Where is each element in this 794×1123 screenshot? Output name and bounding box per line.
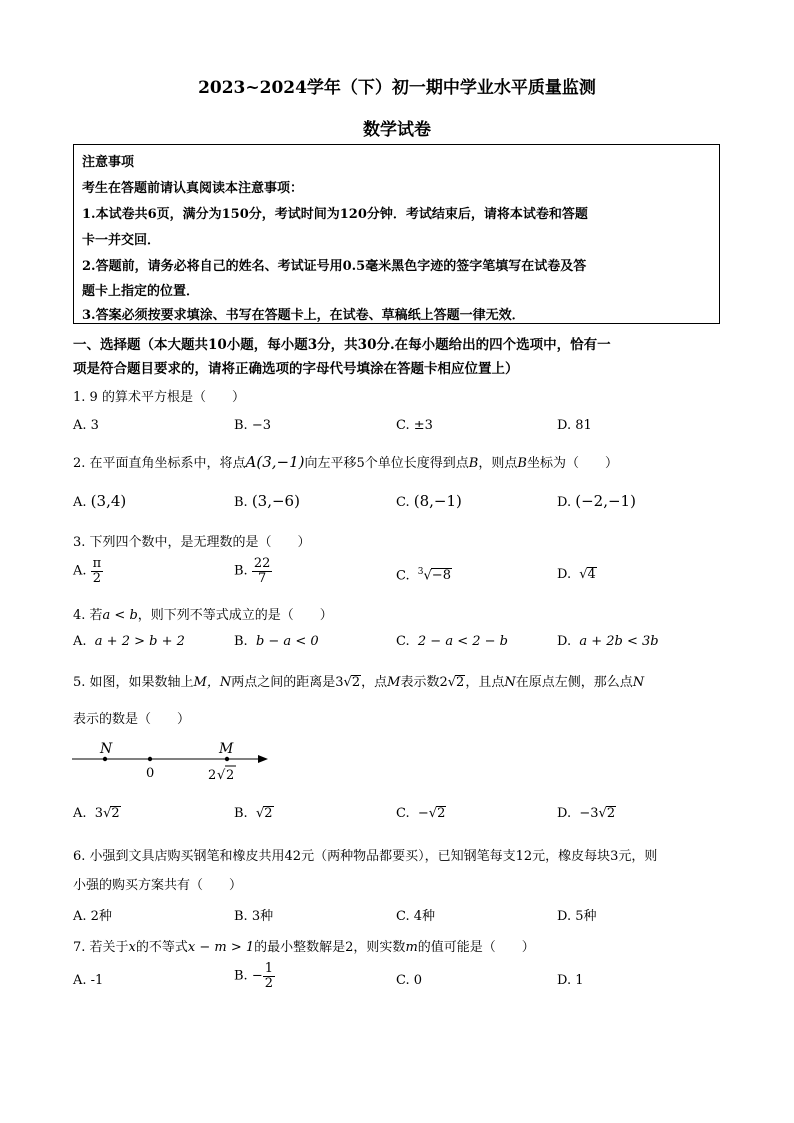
option-value: a + 2b < 3b [579, 634, 659, 649]
option-label: B. [234, 495, 248, 510]
question-6-stem-cont: 小强的购买方案共有（ ） [73, 878, 243, 893]
notice-item: 3.答案必须按要求填涂、书写在答题卡上，在试卷、草稿纸上答题一律无效． [82, 308, 525, 323]
q3-option-b [234, 557, 272, 585]
question-6-stem: 6. 小强到文具店购买钢笔和橡皮共用42元（两种物品都要买），已知钢笔每支12元，橡皮每块3元，则 [73, 849, 658, 864]
fraction [91, 557, 104, 585]
option-value: 2 − a < 2 − b [417, 634, 508, 649]
notice-item: 1.本试卷共6页，满分为150分，考试时间为120分钟．考试结束后，请将本试卷和答题 [82, 207, 588, 222]
question-1-stem: 1. 9 的算术平方根是（ ） [73, 390, 245, 405]
sign: − [251, 968, 263, 984]
q5-option-c [396, 806, 446, 821]
option-value: (−2,−1) [575, 492, 636, 510]
origin-dot [148, 757, 152, 761]
radical-sign: √ [217, 768, 226, 783]
q5-points: M，N [193, 675, 232, 690]
q3-option-a [73, 557, 103, 585]
q4-text: 4. 若 [73, 608, 103, 623]
q1-option-b: B. −3 [234, 418, 271, 433]
numerator: π [92, 556, 102, 571]
q5-text: ，点 [361, 675, 388, 690]
q7-text: 的最小整数解是2，则实数 [254, 940, 406, 955]
denominator: 2 [92, 570, 102, 586]
point-n-dot [103, 757, 107, 761]
option-value: a + 2 > b + 2 [94, 634, 185, 649]
q4-condition: a < b [102, 608, 138, 623]
notice-intro: 考生在答题前请认真阅读本注意事项： [82, 181, 304, 196]
q4-text: ，则下列不等式成立的是（ ） [137, 608, 333, 623]
q7-option-a: A. -1 [73, 973, 104, 988]
radicand: 2 [456, 675, 465, 690]
sign: − [417, 806, 429, 821]
q5-text: 两点之间的距离是 [231, 675, 336, 690]
option-label: C. [396, 495, 410, 510]
q7-option-b [234, 962, 275, 990]
q1-option-a: A. 3 [73, 418, 99, 433]
option-value: (8,−1) [413, 492, 462, 510]
q5-text: 在原点左侧，那么点 [515, 675, 633, 690]
axis-label-n: N [100, 741, 113, 757]
option-value: (3,−6) [251, 492, 300, 510]
radical-sign: √ [343, 675, 352, 690]
q5-point-n: N [632, 675, 645, 690]
question-7-stem [73, 936, 535, 955]
option-value: (3,4) [90, 492, 127, 510]
numerator: 22 [253, 556, 271, 571]
option-label: A. [73, 495, 87, 510]
coefficient: 3 [335, 675, 344, 690]
option-label: B. [234, 968, 248, 984]
radicand: 4 [587, 567, 596, 582]
q5-option-b [234, 806, 274, 821]
question-5-stem [73, 671, 644, 690]
denominator: 7 [257, 570, 267, 586]
q2-text: 向左平移5个单位长度得到点 [304, 456, 469, 471]
axis-label-zero: 0 [146, 766, 155, 781]
q2-point-a: A(3,−1) [245, 453, 305, 471]
q2-text: 2. 在平面直角坐标系中，将点 [73, 456, 246, 471]
option-label: C. [396, 806, 410, 821]
option-label: D. [557, 567, 572, 582]
radical-sign: √ [447, 675, 457, 690]
option-label: D. [557, 634, 572, 649]
q1-option-d: D. 81 [557, 418, 592, 433]
coefficient: 3 [94, 806, 104, 821]
radicand: 2 [351, 675, 361, 690]
q7-inequality: x − m > 1 [187, 940, 255, 955]
option-label: A. [73, 634, 87, 649]
q4-option-d [557, 634, 659, 649]
q6-option-a: A. 2种 [73, 909, 112, 924]
q2-option-b [234, 492, 300, 510]
q7-text: 7. 若关于 [73, 940, 129, 955]
q6-option-b: B. 3种 [234, 909, 274, 924]
exam-subtitle: 数学试卷 [363, 120, 431, 140]
q2-option-a [73, 492, 126, 510]
notice-item: 题卡上指定的位置． [82, 284, 200, 299]
question-3-stem: 3. 下列四个数中，是无理数的是（ ） [73, 535, 311, 550]
axis-m-radicand: 2 [226, 768, 235, 783]
question-4-stem [73, 604, 333, 623]
root-index: 3 [417, 567, 424, 577]
radical-sign: √ [255, 806, 265, 821]
radicand: 2 [264, 806, 273, 821]
q1-option-c: C. ±3 [396, 418, 433, 433]
radical-sign: √ [428, 806, 438, 821]
q2-text: 坐标为（ ） [526, 456, 618, 471]
option-value: b − a < 0 [255, 634, 319, 649]
option-label: A. [73, 806, 87, 821]
axis-arrow [258, 755, 268, 763]
q2-option-c [396, 492, 462, 510]
radical-sign: √ [103, 806, 112, 821]
radicand: 2 [111, 806, 120, 821]
q3-option-c [396, 567, 452, 584]
option-label: A. [73, 563, 87, 579]
q4-option-b [234, 634, 319, 649]
number-line-figure [68, 735, 278, 785]
q7-option-d: D. 1 [557, 973, 584, 988]
q2-point-b: B [468, 456, 479, 471]
q5-point-m: M [387, 675, 401, 690]
question-2-stem [73, 452, 618, 471]
notice-item: 2.答题前，请务必将自己的姓名、考试证号用0.5毫米黑色字迹的签字笔填写在试卷及答 [82, 259, 587, 274]
exam-title: 2023~2024学年（下）初一期中学业水平质量监测 [198, 78, 596, 98]
numerator: 1 [264, 961, 274, 976]
option-label: B. [234, 634, 248, 649]
denominator: 2 [264, 975, 274, 991]
q2-text: ，则点 [478, 456, 518, 471]
option-label: D. [557, 495, 572, 510]
option-label: D. [557, 806, 572, 821]
radical-sign: √ [598, 806, 607, 821]
q5-text: ，且点 [465, 675, 505, 690]
section-heading-cont: 项是符合题目要求的，请将正确选项的字母代号填涂在答题卡相应位置上） [73, 361, 519, 377]
q5-text: 表示数 [400, 675, 440, 690]
radicand: 2 [437, 806, 446, 821]
axis-label-m: M [219, 741, 234, 757]
option-label: B. [234, 563, 248, 579]
q2-option-d [557, 492, 636, 510]
q7-text: 的值可能是（ ） [417, 940, 535, 955]
q5-point-n: N [504, 675, 516, 690]
question-5-stem-cont: 表示的数是（ ） [73, 712, 191, 727]
q7-variable: x [128, 940, 136, 955]
coefficient: 2 [439, 675, 448, 690]
notice-box [73, 144, 720, 324]
q5-option-d [557, 806, 616, 821]
q7-variable: m [405, 940, 418, 955]
notice-item: 卡一并交回． [82, 233, 161, 248]
q7-option-c: C. 0 [396, 973, 423, 988]
radical-sign: √ [579, 567, 588, 582]
fraction [263, 962, 275, 990]
q4-option-c [396, 634, 508, 649]
q2-point-b: B [517, 456, 527, 471]
q6-option-c: C. 4种 [396, 909, 436, 924]
option-label: C. [396, 634, 410, 649]
radicand: −8 [431, 568, 451, 584]
q4-option-a [73, 634, 185, 649]
radicand: 2 [606, 806, 616, 821]
coefficient: −3 [579, 806, 599, 821]
q7-text: 的不等式 [135, 940, 188, 955]
radical-sign: √ [423, 568, 432, 584]
q5-option-a [73, 806, 121, 821]
section-heading: 一、选择题（本大题共10小题，每小题3分，共30分.在每小题给出的四个选项中，恰有一 [73, 337, 611, 353]
option-label: B. [234, 806, 248, 821]
fraction [252, 557, 273, 585]
q6-option-d: D. 5种 [557, 909, 597, 924]
q5-text: 5. 如图，如果数轴上 [73, 675, 194, 690]
notice-heading: 注意事项 [82, 155, 135, 170]
point-m-dot [225, 757, 229, 761]
axis-m-coef: 2 [208, 768, 217, 783]
option-label: C. [396, 568, 410, 584]
q3-option-d [557, 567, 597, 582]
